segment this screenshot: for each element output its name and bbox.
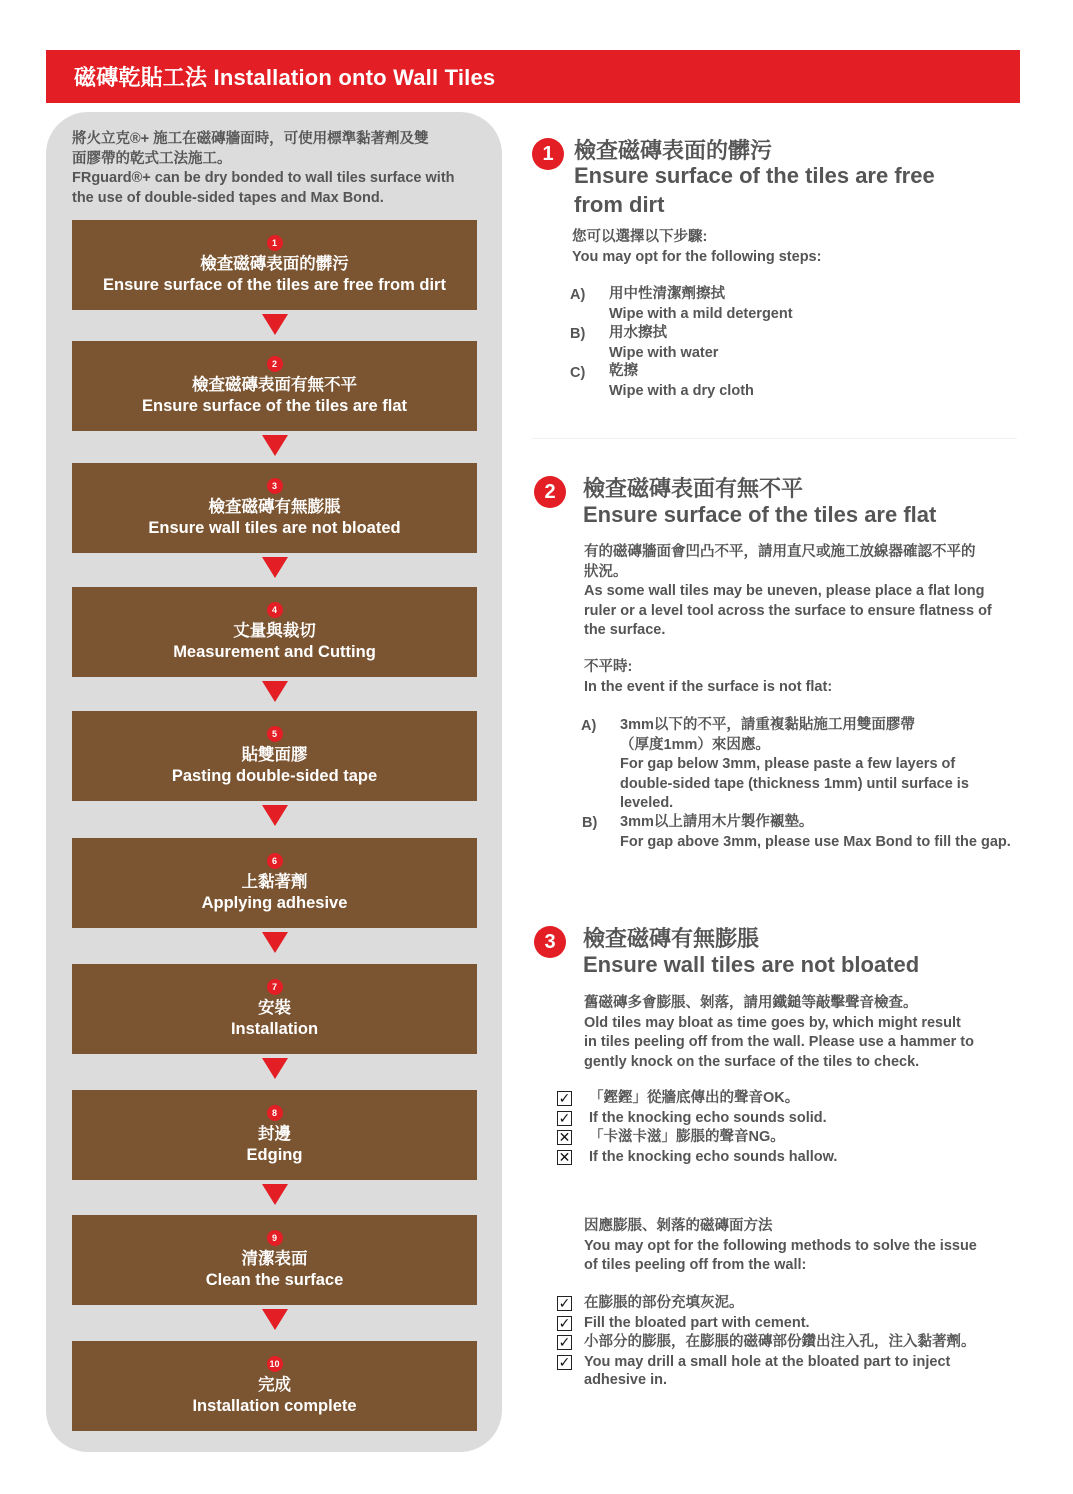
checkmark-icon: ✓: [558, 1353, 571, 1370]
step-number-badge: 9: [267, 1230, 283, 1246]
flow-step: [72, 587, 477, 677]
section-3-number: 3: [534, 926, 566, 958]
section-1-title-en-line: from dirt: [574, 192, 665, 217]
section-1-title-zh: 檢查磁磚表面的髒污: [574, 138, 773, 163]
body-zh: 狀況。: [584, 563, 628, 580]
page-title: 磁磚乾貼工法 Installation onto Wall Tiles: [74, 65, 496, 90]
list-item: You may drill a small hole at the bloated part to inject: [584, 1353, 951, 1370]
gap-en: double-sided tape (thickness 1mm) until surface is: [620, 775, 969, 792]
down-arrow-icon: [262, 1309, 288, 1330]
gap-en: For gap below 3mm, please paste a few layers of: [620, 756, 956, 772]
step-title-en: Ensure wall tiles are not bloated: [148, 518, 401, 537]
section-1-title-en: [574, 161, 935, 219]
list-item: 在膨脹的部份充填灰泥。: [584, 1295, 744, 1311]
item-label-a: A): [581, 718, 597, 734]
list-item: 小部分的膨脹，在膨脹的磁磚部份鑽出注入孔，注入黏著劑。: [584, 1334, 976, 1350]
flow-step: [72, 711, 477, 801]
not-flat-en: In the event if the surface is not flat:: [584, 678, 833, 695]
section-2-number: 2: [534, 476, 566, 508]
step-title-en: Installation: [230, 1019, 319, 1038]
step-number-badge: 7: [267, 979, 283, 995]
item-zh: 用中性清潔劑擦拭: [609, 286, 725, 302]
step-title-en: Installation complete: [192, 1396, 357, 1415]
down-arrow-icon: [262, 805, 288, 826]
item-label-c: C): [570, 365, 586, 381]
body-zh: 有的磁磚牆面會凹凸不平，請用直尺或施工放線器確認不平的: [584, 544, 976, 560]
not-flat-heading: [584, 658, 832, 697]
item-c-text: [609, 362, 754, 401]
flow-step: [72, 964, 477, 1054]
step-title-zh: 完成: [258, 1375, 291, 1394]
methods-en: You may opt for the following methods to solve the issue: [584, 1237, 977, 1254]
intro-en-line: the use of double-sided tapes and Max Bond.: [72, 189, 384, 206]
intro-zh-line: 面膠帶的乾式工法施工。: [72, 150, 232, 167]
section-1-number: 1: [532, 138, 564, 170]
checkmark-icon: ✓: [558, 1109, 571, 1126]
checkmark-icon: ✓: [558, 1090, 571, 1106]
gap-en: leveled.: [620, 795, 674, 811]
step-number-badge: 8: [267, 1105, 283, 1121]
cross-icon: ✕: [558, 1148, 571, 1165]
step-number-badge: 5: [267, 726, 283, 742]
body-en: the surface.: [584, 622, 666, 638]
step-title-en: Ensure surface of the tiles are free from dirt: [103, 275, 446, 294]
section-3-title-zh: 檢查磁磚有無膨脹: [583, 926, 760, 951]
step-number-badge: 6: [267, 853, 283, 869]
step-title-zh: 上黏著劑: [241, 872, 308, 891]
cross-icon: ✕: [558, 1129, 571, 1145]
methods-heading: [584, 1217, 977, 1276]
item-label-a: A): [570, 287, 586, 303]
step-title-en: Pasting double-sided tape: [171, 766, 378, 785]
item-zh: 用水擦拭: [609, 325, 667, 341]
down-arrow-icon: [262, 1058, 288, 1079]
section-divider: [532, 438, 1017, 439]
body-en: ruler or a level tool across the surface to ensure flatness of: [584, 602, 992, 619]
section-3-title-en: Ensure wall tiles are not bloated: [583, 952, 920, 977]
flow-step: [72, 1090, 477, 1180]
step-number-badge: 4: [267, 602, 283, 618]
flow-step: [72, 1341, 477, 1431]
down-arrow-icon: [262, 557, 288, 578]
list-item: If the knocking echo sounds hallow.: [589, 1148, 838, 1165]
item-b-text: [609, 324, 718, 363]
down-arrow-icon: [262, 314, 288, 335]
gap-zh: 3mm以下的不平，請重複黏貼施工用雙面膠帶: [620, 717, 915, 733]
methods-en: of tiles peeling off from the wall:: [584, 1257, 807, 1273]
flow-step: [72, 1215, 477, 1305]
step-title-zh: 封邊: [258, 1124, 291, 1143]
list-item: 「鏗鏗」從牆底傳出的聲音OK。: [589, 1090, 800, 1106]
intro-text: [72, 130, 492, 208]
list-item: 「卡滋卡滋」膨脹的聲音NG。: [589, 1129, 785, 1145]
step-title-en: Edging: [246, 1145, 303, 1164]
step-title-zh: 貼雙面膠: [241, 745, 308, 764]
list-item: Fill the bloated part with cement.: [584, 1314, 810, 1331]
page-header: [46, 50, 1020, 103]
flow-step: [72, 463, 477, 553]
gap-en: For gap above 3mm, please use Max Bond to fill the gap.: [620, 833, 1011, 850]
methods-last-line: adhesive in.: [584, 1372, 668, 1388]
down-arrow-icon: [262, 435, 288, 456]
not-flat-zh: 不平時:: [584, 659, 633, 675]
lead-zh: 您可以選擇以下步驟:: [572, 229, 708, 245]
step-title-zh: 檢查磁磚有無膨脹: [208, 497, 341, 516]
down-arrow-icon: [262, 681, 288, 702]
step-title-zh: 檢查磁磚表面的髒污: [200, 254, 349, 273]
step-title-en: Applying adhesive: [201, 893, 348, 912]
checkmark-icon: ✓: [558, 1295, 571, 1311]
flow-step: [72, 838, 477, 928]
step-title-zh: 檢查磁磚表面有無不平: [192, 375, 357, 394]
step-number-badge: 3: [267, 478, 283, 494]
lead-en: You may opt for the following steps:: [572, 248, 822, 265]
down-arrow-icon: [262, 932, 288, 953]
section-2-body: [584, 543, 992, 641]
section-2-title-zh: 檢查磁磚表面有無不平: [583, 476, 804, 501]
intro-en-line: FRguard®+ can be dry bonded to wall tiles surface with: [72, 170, 455, 186]
methods-zh: 因應膨脹、剝落的磁磚面方法: [584, 1218, 773, 1234]
body-en: As some wall tiles may be uneven, please place a flat long: [584, 583, 985, 599]
checkmark-icon: ✓: [558, 1314, 571, 1331]
checkmark-icon: ✓: [558, 1334, 571, 1350]
list-item: If the knocking echo sounds solid.: [589, 1109, 827, 1126]
section-3-body: [584, 994, 974, 1072]
step-title-en: Clean the surface: [205, 1270, 344, 1289]
body-en: Old tiles may bloat as time goes by, which might result: [584, 1014, 961, 1031]
step-number-badge: 1: [267, 235, 283, 251]
down-arrow-icon: [262, 1184, 288, 1205]
item-en: Wipe with water: [609, 344, 719, 361]
gap-below-text: [620, 716, 969, 814]
gap-above-text: [620, 813, 1011, 852]
step-title-zh: 安裝: [258, 998, 291, 1017]
body-zh: 舊磁磚多會膨脹、剝落，請用鐵鎚等敲擊聲音檢查。: [584, 995, 918, 1011]
section-1-lead: [572, 228, 821, 267]
section-2-title-en: Ensure surface of the tiles are flat: [583, 502, 937, 527]
item-zh: 乾擦: [609, 363, 638, 379]
flow-step: [72, 341, 477, 431]
step-number-badge: 2: [267, 356, 283, 372]
item-a-text: [609, 285, 793, 324]
step-title-en: Measurement and Cutting: [173, 642, 376, 661]
item-en: Wipe with a dry cloth: [609, 382, 754, 399]
step-title-zh: 丈量與裁切: [233, 621, 316, 640]
gap-zh: 3mm以上請用木片製作襯墊。: [620, 814, 814, 830]
body-en: in tiles peeling off from the wall. Please use a hammer to: [584, 1034, 974, 1050]
flow-step: [72, 220, 477, 310]
item-label-b: B): [582, 815, 598, 831]
item-en: Wipe with a mild detergent: [609, 305, 793, 322]
gap-zh: （厚度1mm）來因應。: [620, 736, 770, 753]
step-number-badge: 10: [267, 1356, 283, 1372]
step-title-zh: 清潔表面: [241, 1249, 308, 1268]
step-title-en: Ensure surface of the tiles are flat: [141, 396, 407, 415]
body-en: gently knock on the surface of the tiles to check.: [584, 1053, 920, 1070]
section-1-title-en-line: Ensure surface of the tiles are free: [574, 163, 935, 188]
intro-zh-line: 將火立克®+ 施工在磁磚牆面時，可使用標準黏著劑及雙: [72, 131, 429, 147]
item-label-b: B): [570, 326, 586, 342]
